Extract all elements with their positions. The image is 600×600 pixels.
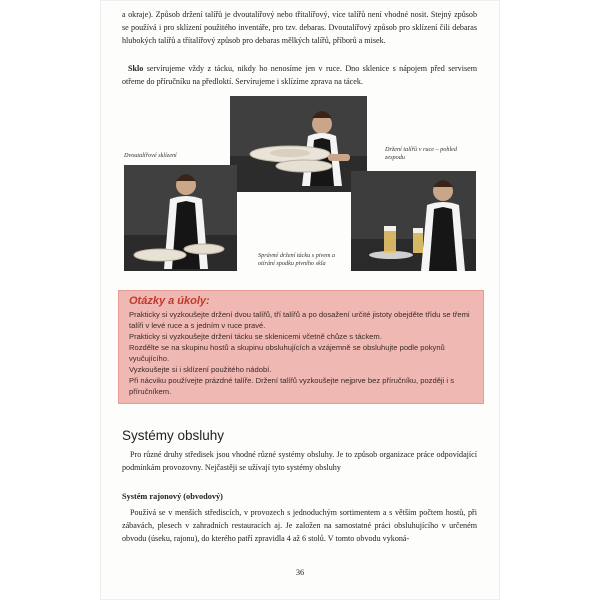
page-number: 36 bbox=[295, 568, 305, 577]
book-page bbox=[100, 0, 500, 600]
waitress-clearing-plates-illustration bbox=[124, 165, 237, 271]
paragraph-systems: Pro různé druhy středisek jsou vhodné různé systémy obsluhy. Je to způsob organizace práce odpovídající podmínkám provozovny. Nejčastěji se užívají tyto systémy obsluhy bbox=[122, 450, 477, 472]
subheading: Systém rajonový (obvodový) bbox=[122, 492, 223, 501]
paragraph-rajon: Používá se v menších střediscích, v provozech s jednoduchým sortimentem a s větším počtem hostů, při zábavách, plesech v zahradních restauracích aj. Je založen na samostatné práci obsluhujícího v určeném obvodu (úseku, rajonu), do kterého patří zpravidla 4 až 6 stolů. V tomto obvodu vykoná- bbox=[122, 508, 477, 543]
waitress-tray-beer-illustration bbox=[351, 171, 476, 271]
task-item: Prakticky si vyzkoušejte držení dvou talířů, tří talířů a po dosažení určité jistoty obejděte třídu se třemi talíři v levé ruce a s jedním v ruce pravé. bbox=[129, 310, 470, 330]
tasks-box bbox=[118, 290, 484, 404]
photo-tray-with-beer bbox=[351, 171, 476, 271]
caption-right: Držení talířů v ruce – pohled zespodu bbox=[385, 146, 458, 161]
photo-plates-center bbox=[230, 96, 367, 192]
task-item: Rozdělte se na skupinu hostů a skupinu obsluhujících a vzájemně se obsluhujte podle pokynů vyučujícího. bbox=[129, 343, 445, 363]
photo-two-plate-clearing bbox=[124, 165, 237, 271]
paragraph-glass-text: servírujeme vždy z tácku, nikdy ho nenosíme jen v ruce. Dno sklenice s nápojem před servisem otřeme do příručníku na předloktí. Servírujeme i sklízíme zprava na tácek. bbox=[122, 64, 477, 86]
paragraph-intro: a okraje). Způsob držení talířů je dvoutalířový nebo třítalířový, více talířů není vhodné nosit. Stejný způsob se používá i pro sklízení použitého inventáře, pro tzv. debaras. Dvoutalířový způsob pro sklízení čili debaras hlubokých talířů a třítalířový způsob pro debaras mělkých talířů, příborů a misek. bbox=[122, 10, 477, 45]
task-item: Při nácviku používejte prázdné talíře. Držení talířů vyzkoušejte nejprve bez příručníku, později i s příručníkem. bbox=[129, 376, 454, 396]
task-item: Vyzkoušejte si i sklízení použitého nádobí. bbox=[129, 365, 272, 374]
waitress-holding-plates-illustration bbox=[230, 96, 367, 192]
section-heading: Systémy obsluhy bbox=[122, 428, 225, 443]
caption-left: Dvoutalířové sklízení bbox=[124, 152, 177, 159]
caption-bottom: Správné držení tácku s pivem a otírání spodku pivního skla bbox=[258, 252, 336, 267]
paragraph-glass bbox=[122, 62, 477, 88]
tasks-title: Otázky a úkoly: bbox=[129, 295, 210, 307]
task-item: Prakticky si vyzkoušejte držení tácku se sklenicemi včetně chůze s táckem. bbox=[129, 332, 382, 341]
paragraph-glass-bold: Sklo bbox=[128, 64, 144, 73]
